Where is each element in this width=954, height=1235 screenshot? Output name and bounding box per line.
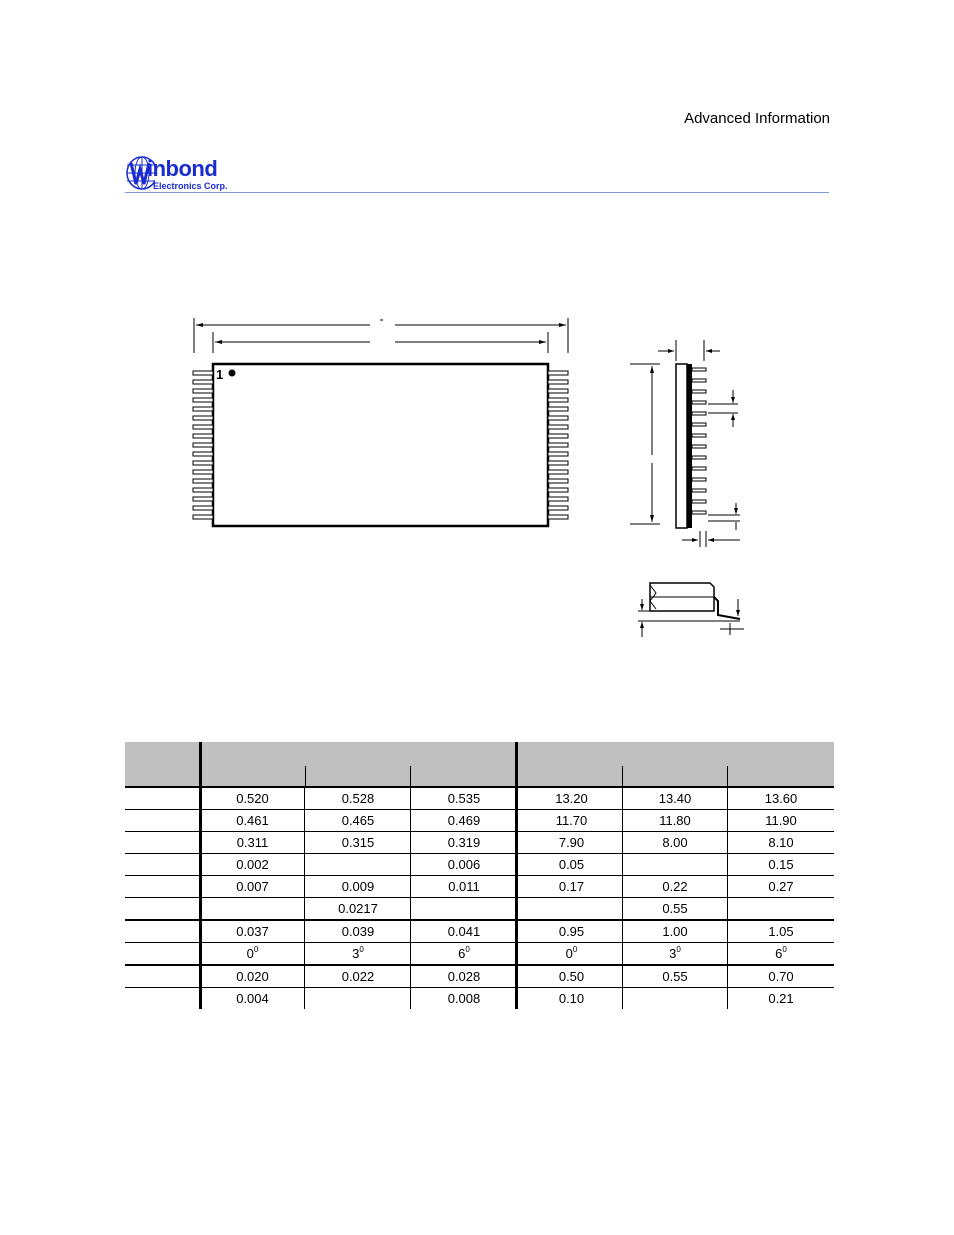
table-cell: 0.002 bbox=[236, 857, 269, 872]
logo-subtitle: Electronics Corp. bbox=[153, 181, 228, 191]
table-cell bbox=[622, 988, 728, 1009]
table-cell bbox=[411, 898, 517, 919]
table-cell: 1.05 bbox=[768, 924, 794, 939]
table-cell: 0.022 bbox=[341, 969, 375, 984]
table-row bbox=[125, 809, 834, 831]
table-cell: $6^0$ bbox=[775, 945, 787, 961]
table-cell bbox=[519, 898, 624, 919]
table-cell: 0.50 bbox=[558, 969, 585, 984]
header-subdivider bbox=[305, 766, 306, 786]
table-cell: 0.469 bbox=[447, 813, 481, 828]
table-cell: 0.55 bbox=[662, 901, 688, 916]
table-cell: 8.10 bbox=[768, 835, 794, 850]
table-cell: 0.535 bbox=[447, 791, 481, 806]
table-cell: 13.40 bbox=[658, 791, 692, 806]
table-row bbox=[125, 942, 834, 964]
table-cell: 8.00 bbox=[662, 835, 688, 850]
table-cell: 0.007 bbox=[236, 879, 269, 894]
table-cell: 0.315 bbox=[341, 835, 375, 850]
table-cell: 0.041 bbox=[447, 924, 481, 939]
table-row bbox=[125, 919, 834, 942]
table-cell: 11.70 bbox=[555, 813, 588, 828]
degree-mark: 0 bbox=[676, 945, 681, 954]
table-cell: 0.95 bbox=[558, 924, 585, 939]
table-cell: 1.00 bbox=[662, 924, 688, 939]
degree-mark: 0 bbox=[782, 945, 787, 954]
table-cell: 0.008 bbox=[447, 991, 481, 1006]
header-rule bbox=[125, 192, 829, 193]
table-cell: 0.319 bbox=[447, 835, 481, 850]
table-cell: 0.311 bbox=[236, 835, 269, 850]
table-cell: 0.028 bbox=[447, 969, 481, 984]
table-cell: 0.10 bbox=[558, 991, 585, 1006]
dimension-table bbox=[125, 742, 834, 1009]
header-subdivider bbox=[727, 766, 728, 786]
table-cell: $0^0$ bbox=[246, 945, 259, 961]
degree-mark: 0 bbox=[572, 945, 578, 954]
table-cell: $3^0$ bbox=[352, 945, 364, 961]
table-cell: 0.006 bbox=[447, 857, 481, 872]
table-cell: 0.22 bbox=[662, 879, 688, 894]
table-cell: $0^0$ bbox=[565, 945, 578, 961]
table-row bbox=[125, 831, 834, 853]
winbond-logo bbox=[125, 154, 255, 194]
header-subdivider bbox=[410, 766, 411, 786]
table-cell: 0.004 bbox=[236, 991, 269, 1006]
table-header bbox=[125, 742, 834, 786]
table-cell: 0.037 bbox=[236, 924, 269, 939]
table-cell: 11.90 bbox=[765, 813, 797, 828]
table-row bbox=[125, 964, 834, 987]
table-cell: 0.21 bbox=[768, 991, 794, 1006]
degree-mark: 0 bbox=[359, 945, 364, 954]
table-cell: 0.15 bbox=[768, 857, 794, 872]
header-divider bbox=[515, 742, 518, 786]
table-cell: 0.05 bbox=[558, 857, 585, 872]
table-row bbox=[125, 987, 834, 1009]
table-cell: 0.520 bbox=[236, 791, 269, 806]
degree-mark: 0 bbox=[253, 945, 259, 954]
table-body bbox=[125, 786, 834, 1009]
table-cell bbox=[305, 988, 411, 1009]
table-cell bbox=[728, 898, 834, 919]
table-cell bbox=[200, 898, 305, 919]
table-row bbox=[125, 875, 834, 897]
table-cell: 0.528 bbox=[341, 791, 375, 806]
table-row bbox=[125, 786, 834, 809]
table-cell: 0.465 bbox=[341, 813, 375, 828]
header-divider bbox=[199, 742, 202, 786]
table-cell: 0.0217 bbox=[338, 901, 378, 916]
degree-mark: 0 bbox=[465, 945, 470, 954]
table-cell: 0.039 bbox=[341, 924, 375, 939]
table-cell: 13.60 bbox=[764, 791, 798, 806]
package-side-view bbox=[620, 335, 750, 550]
table-cell: 7.90 bbox=[558, 835, 585, 850]
pin1-label: 1 bbox=[216, 367, 224, 382]
logo-word: inbond bbox=[147, 156, 218, 181]
table-cell: 0.27 bbox=[768, 879, 794, 894]
table-cell: 11.80 bbox=[659, 813, 691, 828]
table-cell: $6^0$ bbox=[458, 945, 470, 961]
table-row bbox=[125, 897, 834, 919]
table-cell bbox=[622, 854, 728, 875]
lead-profile-view bbox=[630, 575, 750, 645]
table-cell: 0.461 bbox=[236, 813, 269, 828]
table-cell: 0.70 bbox=[768, 969, 794, 984]
table-cell: 0.011 bbox=[448, 879, 480, 894]
table-cell: 0.020 bbox=[236, 969, 269, 984]
table-cell: $3^0$ bbox=[669, 945, 681, 961]
header-subdivider bbox=[622, 766, 623, 786]
table-cell: 13.20 bbox=[555, 791, 588, 806]
table-cell: 0.009 bbox=[341, 879, 375, 894]
table-row bbox=[125, 853, 834, 875]
table-cell: 0.55 bbox=[662, 969, 688, 984]
table-cell bbox=[305, 854, 411, 875]
package-top-view bbox=[185, 310, 585, 540]
table-cell: 0.17 bbox=[558, 879, 585, 894]
header-note: Advanced Information bbox=[684, 110, 830, 127]
